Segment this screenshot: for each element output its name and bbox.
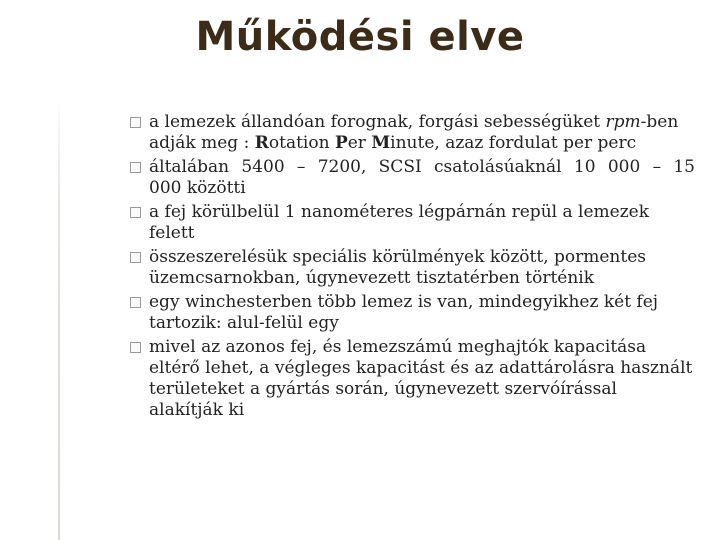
bullet-text-line2: 000 közötti	[149, 178, 246, 198]
bullet-item-capacity	[130, 337, 695, 421]
square-bullet-icon	[130, 297, 141, 308]
bullet-item-head	[130, 202, 695, 244]
square-bullet-icon	[130, 117, 141, 128]
bullet-item-speed	[130, 157, 695, 199]
bullet-item-platters	[130, 292, 695, 334]
bullet-item-rpm	[130, 112, 695, 154]
square-bullet-icon	[130, 252, 141, 263]
bullet-list	[130, 112, 695, 424]
bullet-text: összeszerelésük speciális körülmények között, pormentes üzemcsarnokban, úgynevezett tisztatérben történik	[149, 247, 647, 288]
bullet-text: a fej körülbelül 1 nanométeres légpárnán repül a lemezek felett	[149, 202, 650, 243]
square-bullet-icon	[130, 162, 141, 173]
slide-title: Működési elve	[195, 14, 525, 60]
bullet-text-line1: általában 5400 – 7200, SCSI csatolásúaknál 10 000 – 15	[149, 157, 695, 177]
left-decorative-rule	[58, 92, 60, 540]
bullet-text: mivel az azonos fej, és lemezszámú meghajtók kapacitása eltérő lehet, a végleges kapacitást és az adattárolásra használt területeket a gyártás során, úgynevezett szervóírással alakítják ki	[149, 337, 693, 420]
bullet-text: a lemezek állandóan forognak, forgási sebességüket rpm-ben adják meg : Rotation Per Minute, azaz fordulat per perc	[149, 112, 679, 153]
bullet-item-assembly	[130, 247, 695, 289]
square-bullet-icon	[130, 342, 141, 353]
bullet-text: egy winchesterben több lemez is van, mindegyikhez két fej tartozik: alul-felül egy	[149, 292, 659, 333]
square-bullet-icon	[130, 207, 141, 218]
